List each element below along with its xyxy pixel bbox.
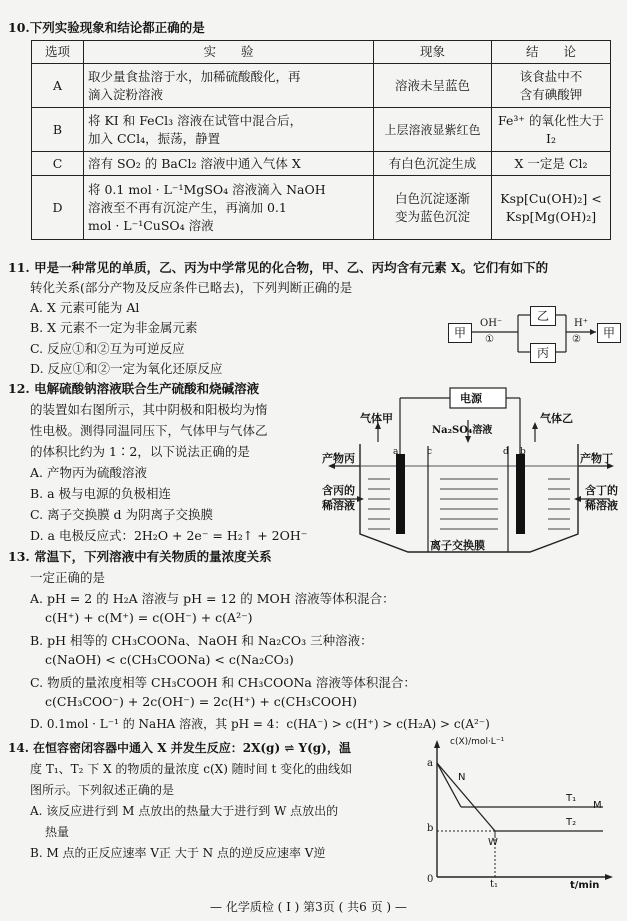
electrode-a-label: a [393,447,399,457]
diagram-node-bing: 丙 [530,343,556,363]
q13-option-a: A. pH = 2 的 H₂A 溶液与 pH = 12 的 MOH 溶液等体积混合： [30,591,395,606]
row-conclusion: X 一定是 Cl₂ [492,152,611,176]
reagent-oh: OH⁻ [480,318,503,329]
q13-option-c: C. 物质的量浓度相等 CH₃COOH 和 CH₃COONa 溶液等体积混合： [30,675,416,690]
header-phenomenon: 现象 [374,41,492,64]
graph-curve-t1: T₁ [566,793,577,804]
header-conclusion: 结 论 [492,41,611,64]
q14-stem-3: 图所示。下列叙述正确的是 [30,783,175,797]
q13-option-b: B. pH 相等的 CH₃COONa、NaOH 和 Na₂CO₃ 三种溶液： [30,633,373,648]
row-phenomenon: 有白色沉淀生成 [374,152,492,176]
page-footer: — 化学质检 ( Ⅰ ) 第3页 ( 共6 页 ) — [210,900,407,914]
row-conclusion: Fe³⁺ 的氧化性大于 I₂ [492,108,611,152]
graph-xlabel: t/min [570,880,600,891]
product-ding-label: 产物丁 [580,452,613,465]
header-experiment: 实 验 [84,41,374,64]
row-phenomenon: 溶液未呈蓝色 [374,64,492,108]
graph-point-m: M [593,800,602,811]
q11-stem-1: 11. 甲是一种常见的单质，乙、丙为中学常见的化合物，甲、乙、丙均含有元素 X。它们有如下的 [8,260,549,275]
q13-stem-2: 一定正确的是 [30,570,106,585]
reaction-1-number: ① [485,334,494,345]
ion-membrane-label: 离子交换膜 [430,539,485,552]
table-row [32,64,611,108]
row-phenomenon: 上层溶液显紫红色 [374,108,492,152]
diagram-node-yi: 乙 [530,306,556,326]
reagent-h: H⁺ [574,318,588,329]
row-experiment: 将 0.1 mol · L⁻¹MgSO₄ 溶液滴入 NaOH 溶液至不再有沉淀产生，再滴加 0.1 mol · L⁻¹CuSO₄ 溶液 [84,176,374,240]
q13-option-a-expr: c(H⁺) + c(M⁺) = c(OH⁻) + c(A²⁻) [45,610,253,625]
q13-option-d: D. 0.1mol · L⁻¹ 的 NaHA 溶液，其 pH = 4：c(HA⁻) > c(H⁺) > c(H₂A) > c(A²⁻) [30,717,490,731]
q10-table [31,40,611,240]
q14-stem-2: 度 T₁、T₂ 下 X 的物质的量浓度 c(X) 随时间 t 变化的曲线如 [30,762,353,776]
row-option: B [32,108,84,152]
q12-option-d: D. a 电极反应式：2H₂O + 2e⁻ = H₂↑ + 2OH⁻ [30,528,308,543]
graph-label-a: a [427,758,433,769]
q13-option-c-expr: c(CH₃COO⁻) + 2c(OH⁻) = 2c(H⁺) + c(CH₃COOH) [45,694,357,709]
q14-graph [415,735,620,895]
diagram-node-jia-2: 甲 [597,323,621,343]
gas-jia-label: 气体甲 [360,412,393,425]
q12-stem-2: 的装置如右图所示，其中阴极和阳极均为惰 [30,402,268,417]
q13-option-b-expr: c(NaOH) < c(CH₃COONa) < c(Na₂CO₃) [45,652,294,667]
graph-label-t1: t₁ [490,879,499,890]
graph-curve-t2: T₂ [566,817,577,828]
q11-option-d: D. 反应①和②一定为氧化还原反应 [30,361,223,376]
q12-stem-1: 12. 电解硫酸钠溶液联合生产硫酸和烧碱溶液 [8,381,260,396]
row-option: C [32,152,84,176]
q10-stem: 10.下列实验现象和结论都正确的是 [8,20,205,35]
row-option: D [32,176,84,240]
q13-stem-1: 13. 常温下，下列溶液中有关物质的量浓度关系 [8,549,272,564]
row-conclusion: Ksp[Cu(OH)₂] < Ksp[Mg(OH)₂] [492,176,611,240]
q14-option-a: A. 该反应进行到 M 点放出的热量大于进行到 W 点放出的 [30,804,339,818]
q12-option-a: A. 产物丙为硫酸溶液 [30,465,147,480]
reaction-2-number: ② [572,334,581,345]
product-bing-label: 产物丙 [322,452,355,465]
q11-option-a: A. X 元素可能为 Al [30,300,140,315]
diagram-node-jia: 甲 [448,323,472,343]
row-experiment: 溶有 SO₂ 的 BaCl₂ 溶液中通入气体 X [84,152,374,176]
q12-stem-3: 性电极。测得同温同压下，气体甲与气体乙 [30,423,268,438]
graph-point-n: N [458,772,466,783]
header-option: 选项 [32,41,84,64]
electrode-b-label: b [520,447,526,457]
q12-option-b: B. a 极与电源的负极相连 [30,486,172,501]
graph-point-w: W [488,837,498,848]
na2so4-label: Na₂SO₄溶液 [432,425,493,436]
q14-option-b: B. M 点的正反应速率 V正 大于 N 点的逆反应速率 V逆 [30,846,326,860]
graph-label-b: b [427,823,434,834]
q12-option-c: C. 离子交换膜 d 为阴离子交换膜 [30,507,214,522]
graph-origin: 0 [427,874,434,885]
row-experiment: 取少量食盐溶于水，加稀硫酸酸化，再 滴入淀粉溶液 [84,64,374,108]
row-experiment: 将 KI 和 FeCl₃ 溶液在试管中混合后， 加入 CCl₄，振荡，静置 [84,108,374,152]
row-option: A [32,64,84,108]
q14-option-a-cont: 热量 [45,825,70,839]
q11-option-b: B. X 元素不一定为非金属元素 [30,320,198,335]
q10-header-row [32,41,611,64]
table-row [32,108,611,152]
graph-ylabel: c(X)/mol·L⁻¹ [450,737,505,747]
membrane-d-label: d [503,447,509,457]
table-row [32,176,611,240]
gas-yi-label: 气体乙 [540,412,573,425]
q12-stem-4: 的体积比约为 1∶2，以下说法正确的是 [30,444,250,459]
power-supply-label: 电源 [460,392,482,405]
row-conclusion: 该食盐中不 含有碘酸钾 [492,64,611,108]
left-inlet-label: 含丙的 稀溶液 [322,484,355,512]
q14-stem-1: 14. 在恒容密闭容器中通入 X 并发生反应：2X(g) ⇌ Y(g)，温 [8,741,351,755]
q11-stem-2: 转化关系(部分产物及反应条件已略去)，下列判断正确的是 [30,280,353,295]
q11-option-c: C. 反应①和②互为可逆反应 [30,341,185,356]
row-phenomenon: 白色沉淀逐渐 变为蓝色沉淀 [374,176,492,240]
right-inlet-label: 含丁的 稀溶液 [585,484,618,512]
table-row [32,152,611,176]
membrane-c-label: c [427,447,433,457]
